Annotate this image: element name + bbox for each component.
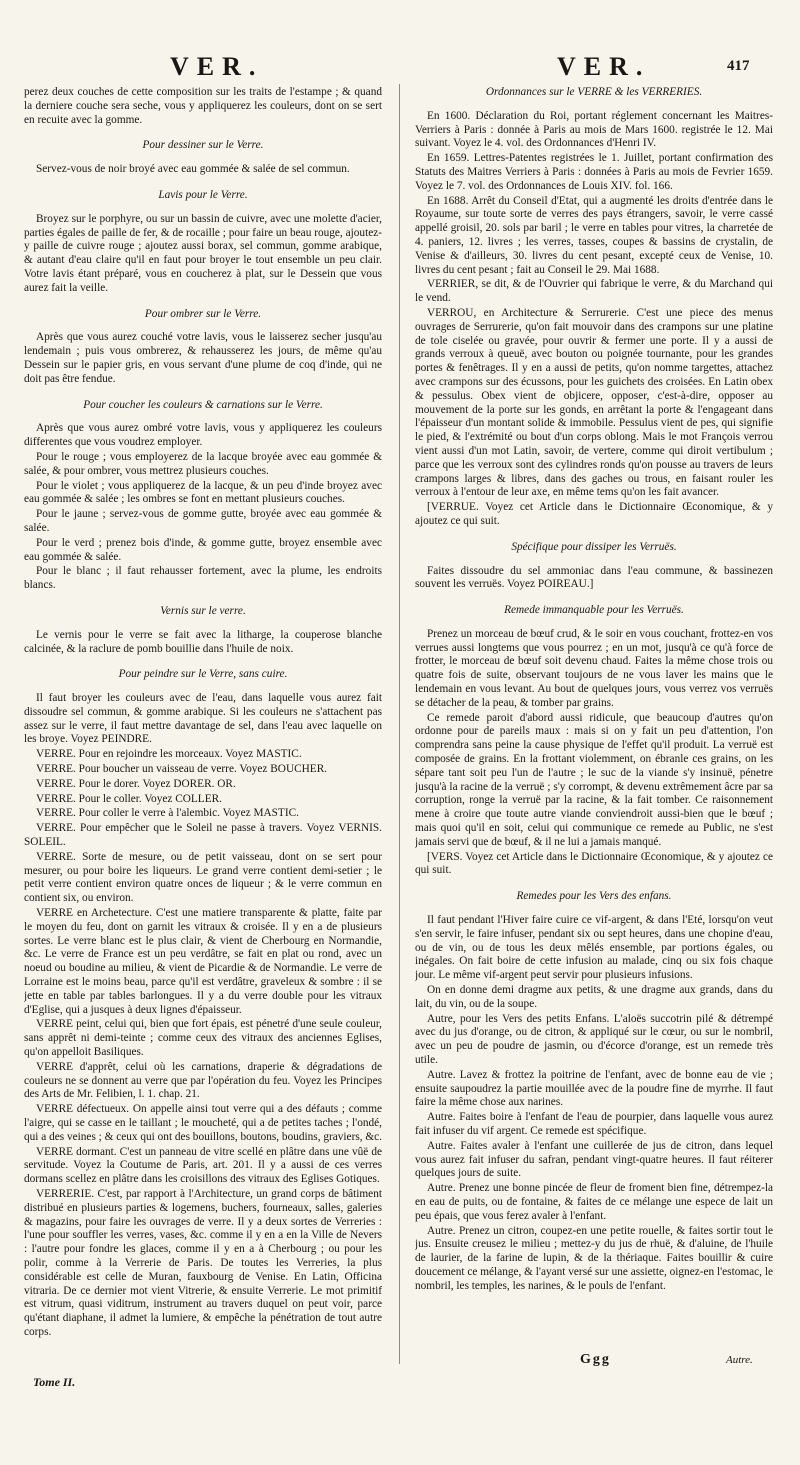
paragraph: Prenez un morceau de bœuf crud, & le soir en vous couchant, frottez-en vos verrues aussi longtems que vous pourrez ; en un mot, jusqu'à ce qu'à force de frotter, le morceau de bœuf soit devenu chaud. Faites la même chose trois ou quatre fois de suite, observant toujours de ne vous laver les mains que le lendemain en vous levant. Au bout de quelques jours, vous verrez vos verruës se détacher de la peau, & tomber par grains. [415, 627, 773, 709]
section-heading: Vernis sur le verre. [160, 604, 246, 617]
paragraph: Autre. Lavez & frottez la poitrine de l'enfant, avec de bonne eau de vie ; ensuite saupoudrez la partie mouillée avec de la poudre fine de myrrhe. Il faut faire la même chose aux narines. [415, 1068, 773, 1109]
paragraph: VERRE. Pour boucher un vaisseau de verre. Voyez BOUCHER. [36, 763, 328, 776]
column-divider [399, 84, 400, 1364]
volume-label: Tome II. [33, 1375, 76, 1389]
paragraph: VERRE peint, celui qui, bien que fort épais, est pénetré d'une seule couleur, sans apprêt ni demi-teinte ; comme ceux des vitraux des anciennes Eglises, qu'on appelloit Basiliques. [24, 1018, 382, 1059]
paragraph: VERRE d'apprêt, celui où les carnations, draperie & dégradations de couleurs ne se donnent au verre que par l'opération du feu. Voyez les Principes des Arts de Mr. Felibien, l. 1. chap. 21. [24, 1060, 382, 1101]
paragraph: VERROU, en Architecture & Serrurerie. C'est une piece des menus ouvrages de Serrurerie, qu'on fait mouvoir dans des crampons sur une platine de tole ciselée ou gravée, pour ouvrir & fermer une porte. Il y a aussi de grands verroux à queuë, avec bouton ou poignée tournante, pour les grandes portes & fenêtrages. Il y en a aussi de petits, qu'on nomme targettes, attachez avec crampons sur des écussons, pour les guichets des croisées. En Latin obex & pessulus. Obex vient de objicere, opposer, c'est-à-dire, opposer au mouvement de la porte sur les gonds, en arrêtant la porte & l'engageant dans l'épaisseur d'un montant solide & immobile. Pessulus vient de pes, qui signifie le pied, & l'extrémité ou bout d'un corps oblong. Mais le mot François verrou vient aussi d'un mot Latin, savoir, de vertere, comme qui diroit vertibulum ; parce que les verroux sont des cylindres ronds qu'on pousse au travers de leurs crampons larges & libres, dans des gaches ou trous, en faisant rouler les verroux à l'entour de leur axe, en même tems qu'on les fait avancer. [415, 306, 773, 499]
catchword: Autre. [726, 1354, 753, 1366]
running-head-left: VER. [170, 52, 264, 81]
section-heading: Lavis pour le Verre. [158, 188, 248, 201]
paragraph: Broyez sur le porphyre, ou sur un bassin de cuivre, avec une molette d'acier, parties égales de paille de fer, & de rocaille ; pour faire un beau rouge, ajoutez-y paille de cuivre rouge ; ajoutez aussi borax, sel commun, gomme arabique, & autant d'eau claire qu'il en faut pour broyer le tout ensemble un peu clair. Votre lavis étant préparé, vous en coucherez à plat, sur le Dessein que vous aurez fait la veille. [24, 212, 382, 294]
section-heading: Remede immanquable pour les Verruës. [504, 604, 684, 617]
paragraph: Il faut broyer les couleurs avec de l'eau, dans laquelle vous aurez fait dissoudre sel commun, & gomme arabique. Si les couleurs ne s'attachent pas assez sur le verre, il faut mettre davantage de sel, dans l'eau avec laquelle on les broye. Voyez PEINDRE. [24, 692, 382, 746]
paragraph: VERRE. Sorte de mesure, ou de petit vaisseau, dont on se sert pour mesurer, ou pour boire les liqueurs. Le grand verre contient demi-setier ; le petit verre contient environ quatre onces de liqueur ; & le verre commun en contient six, ou environ. [24, 850, 382, 905]
paragraph: VERRERIE. C'est, par rapport à l'Architecture, un grand corps de bâtiment distribué en plusieurs parties & logemens, buchers, fourneaux, salles, galeries & magazins, pour faire les ouvrages de verre. Il y a deux sortes de Verreries : l'une pour souffler les verres, vases, &c. comme il y en a en la Ville de Nevers : l'autre pour fondre les glaces, comme il y en a à Cherbourg ; ou pour les polir, comme à la Verrerie de Paris. De toutes les Verreries, la plus considérable est celle de Muran, fauxbourg de Venise. En Latin, Officina vitraria. De ce dernier mot vient Vitrerie, & ensuite Verrerie. Le mot primitif est vitrum, quasi viditrum, instrument au travers duquel on peut voir, parce qu'étant diaphane, il admet la lumiere, & empêche la pénétration de tout autre corps. [24, 1187, 382, 1338]
paragraph: En 1688. Arrêt du Conseil d'Etat, qui a augmenté les droits d'entrée dans le Royaume, sur toute sorte de verres des pays étrangers, savoir, le verre cassé appellé groisil, 20. sols par baril ; le verre en tables pour vitres, la charretée de 4. paniers, 12. livres ; les verres, tasses, coupes & bassins de crystalin, de Venise & d'ailleurs, 30. livres du cent pesant, excepté ceux de Venise, 10. livres du cent pesant ; fait au Conseil le 29. Mai 1688. [415, 194, 773, 276]
paragraph: Pour le verd ; prenez bois d'inde, & gomme gutte, broyez ensemble avec eau gommée & salée. [24, 536, 382, 563]
left-column [24, 86, 382, 1371]
paragraph: VERRE. Pour en rejoindre les morceaux. Voyez MASTIC. [36, 748, 302, 761]
paragraph: Pour le jaune ; servez-vous de gomme gutte, broyée avec eau gommée & salée. [24, 508, 382, 534]
paragraph: VERRE. Pour le dorer. Voyez DORER. OR. [36, 777, 236, 790]
right-column [415, 86, 773, 1376]
section-heading: Remedes pour les Vers des enfans. [516, 890, 672, 903]
paragraph: VERRE. Pour le coller. Voyez COLLER. [36, 792, 222, 805]
paragraph: Autre. Prenez une bonne pincée de fleur de froment bien fine, détrempez-la en eau de puits, ou de fontaine, & faites de ce mélange une espece de lait un peu épais, que vous ferez avaler à l'enfant. [415, 1182, 773, 1222]
paragraph: Après que vous aurez couché votre lavis, vous le laisserez secher jusqu'au lendemain ; puis vous ombrerez, & rehausserez les jours, de même qu'au Dessein sur le papier gris, en vous servant d'une plume de coq d'inde, qui ne doit pas être fendue. [24, 331, 382, 385]
paragraph: [VERRUE. Voyez cet Article dans le Dictionnaire Œconomique, & y ajoutez ce qui suit. [415, 501, 773, 527]
paragraph: perez deux couches de cette composition sur les traits de l'estampe ; & quand la derniere couche sera seche, vous y appliquerez les couleurs, dont on se sert en recuite avec la gomme. [24, 86, 382, 126]
paragraph: VERRE défectueux. On appelle ainsi tout verre qui a des défauts ; comme l'aigre, qui se casse en le taillant ; le moucheté, qui a de petites taches ; l'ondé, qui a des veines ; & ceux qui ont des bouillons, boutons, boudins, graviers, &c. [24, 1103, 382, 1143]
paragraph: Ce remede paroit d'abord aussi ridicule, que beaucoup d'autres qu'on ordonne pour de pareils maux : mais si on y fait un peu d'attention, l'on comprendra sans peine la cause physique de l'effet qu'il produit. La verruë est composée de grains. En la frottant violemment, on ébranle ces grains, on les sépare tant soit peu l'un de l'autre ; le suc de la viande s'y insinuë, pénetre jusqu'à la racine de la verruë ; s'y corrompt, & devenu extrêmement âcre par sa corruption, ronge la verruë par la racine, & la fait tomber. Ce raisonnement mene à croire que toute autre viande conviendroit aussi-bien que le bœuf ; mais quoi qu'il en soit, celui qui communique ce remede au Public, ne s'est jamais servi que de bœuf, & il ne lui a jamais manqué. [415, 711, 773, 848]
paragraph: Servez-vous de noir broyé avec eau gommée & salée de sel commun. [36, 163, 350, 176]
paragraph: On en donne demi dragme aux petits, & une dragme aux grands, dans du lait, du vin, ou de la soupe. [415, 984, 773, 1010]
paragraph: Il faut pendant l'Hiver faire cuire ce vif-argent, & dans l'Eté, lorsqu'on veut s'en servir, le faire infuser, pendant six ou sept heures, dans une chopine d'eau, ou de vin, ou de tous les deux mêlés ensemble, par portions égales, ou inégales. On fait boire de cette infusion au malade, cinq ou six fois chaque jour. Le même vif-argent peut servir pour plusieurs infusions. [415, 914, 773, 982]
section-heading: Spécifique pour dissiper les Verruës. [511, 540, 677, 553]
paragraph: Après que vous aurez ombré votre lavis, vous y appliquerez les couleurs differentes que vous voudrez employer. [24, 422, 382, 449]
paragraph: En 1600. Déclaration du Roi, portant réglement concernant les Maitres-Verriers à Paris : donnée à Paris au mois de Mars 1600. registrée le 12. Mai suivant. Voyez le 4. vol. des Ordonnances d'Henri IV. [415, 109, 773, 150]
section-heading: Ordonnances sur le VERRE & les VERRERIES. [485, 86, 703, 98]
signature-mark: Ggg [580, 1352, 611, 1367]
paragraph: Le vernis pour le verre se fait avec la litharge, la couperose blanche calcinée, & la raclure de pomb bouillie dans l'huile de noix. [24, 628, 382, 655]
paragraph: VERRE. Pour coller le verre à l'alembic. Voyez MASTIC. [36, 807, 299, 820]
paragraph: En 1659. Lettres-Patentes registrées le 1. Juillet, portant confirmation des Statuts des Maitres Verriers à Paris : données à Paris au mois de Fevrier 1659. Voyez le 7. vol. des Ordonnances de Louis XIV. fol. 166. [415, 152, 773, 192]
section-heading: Pour dessiner sur le Verre. [142, 139, 264, 152]
paragraph: VERRE. Pour empêcher que le Soleil ne passe à travers. Voyez VERNIS. SOLEIL. [24, 822, 382, 849]
paragraph: VERRE en Archetecture. C'est une matiere transparente & platte, faite par le moyen du feu, dont on garnit les vitraux & croisée. Il y en a de plusieurs sortes. Le verre blanc est le plus clair, & vient de Cherbourg en Normandie, &c. Le verre de France est un peu verdâtre, se fait en plat ou rond, avec un noeud ou boudine au milieu, & vient de Picardie & de Normandie. Le verre de Lorraine est le moins beau, parce qu'il est verdâtre, graveleux & sombre : il se jette en table par tables barlongues. Il y a du verre double pour les vitraux d'Eglise, qui a jusques à deux lignes d'épaisseur. [24, 907, 382, 1016]
paragraph: Autre. Faites boire à l'enfant de l'eau de pourpier, dans laquelle vous aurez fait infuser du vif argent. Ce remede est spécifique. [415, 1111, 773, 1137]
paragraph: Autre. Prenez un citron, coupez-en une petite rouelle, & faites sortir tout le jus. Ensuite creusez le milieu ; mettez-y du jus de rhuë, & d'aluine, de l'huile de laurier, de la farine de lupin, & de la thériaque. Faites bouillir & cuire doucement ce mélange, & l'ayant versé sur une assiette, oignez-en l'estomac, le nombril, les temples, les narines, & le pouls de l'enfant. [415, 1224, 773, 1292]
section-heading: Pour coucher les couleurs & carnations sur le Verre. [83, 398, 323, 411]
paragraph: Pour le rouge ; vous employerez de la lacque broyée avec eau gommée & salée, & pour ombrer, vous mettrez plusieurs couches. [24, 450, 382, 477]
paragraph: [VERS. Voyez cet Article dans le Dictionnaire Œconomique, & y ajoutez ce qui suit. [415, 850, 773, 877]
paragraph: VERRIER, se dit, & de l'Ouvrier qui fabrique le verre, & du Marchand qui le vend. [415, 278, 773, 305]
section-heading: Pour ombrer sur le Verre. [144, 307, 262, 320]
running-head-right: VER. [557, 52, 651, 81]
paragraph: VERRE dormant. C'est un panneau de vitre scellé en plâtre dans une vûë de servitude. Voyez la Coutume de Paris, art. 201. Il y a aussi de ces verres dormans scellez en plâtre dans les croisillons des vitraux des Eglises Gotiques. [24, 1145, 382, 1186]
paragraph: Pour le violet ; vous appliquerez de la lacque, & un peu d'inde broyez avec eau gommée & salée ; les ombres se font en mettant plusieurs couches. [24, 479, 382, 506]
paragraph: Pour le blanc ; il faut rehausser fortement, avec la plume, les endroits blancs. [24, 565, 382, 592]
section-heading: Pour peindre sur le Verre, sans cuire. [118, 668, 288, 681]
paragraph: Autre. Faites avaler à l'enfant une cuillerée de jus de citron, dans lequel vous aurez fait infuser du safran, pendant vingt-quatre heures. Il faut réiterer quelques jours de suite. [415, 1139, 773, 1180]
page-number: 417 [727, 58, 750, 74]
paragraph: Autre, pour les Vers des petits Enfans. L'aloës succotrin pilé & détrempé avec du jus d'orange, ou de citron, & appliqué sur le cœur, ou sur le nombril, avec un peu de poudre de jasmin, ou d'écorce d'orange, est un remede très utile. [415, 1012, 773, 1066]
paragraph: Faites dissoudre du sel ammoniac dans l'eau commune, & bassinezen souvent les verruës. Voyez POIREAU.] [415, 564, 773, 591]
